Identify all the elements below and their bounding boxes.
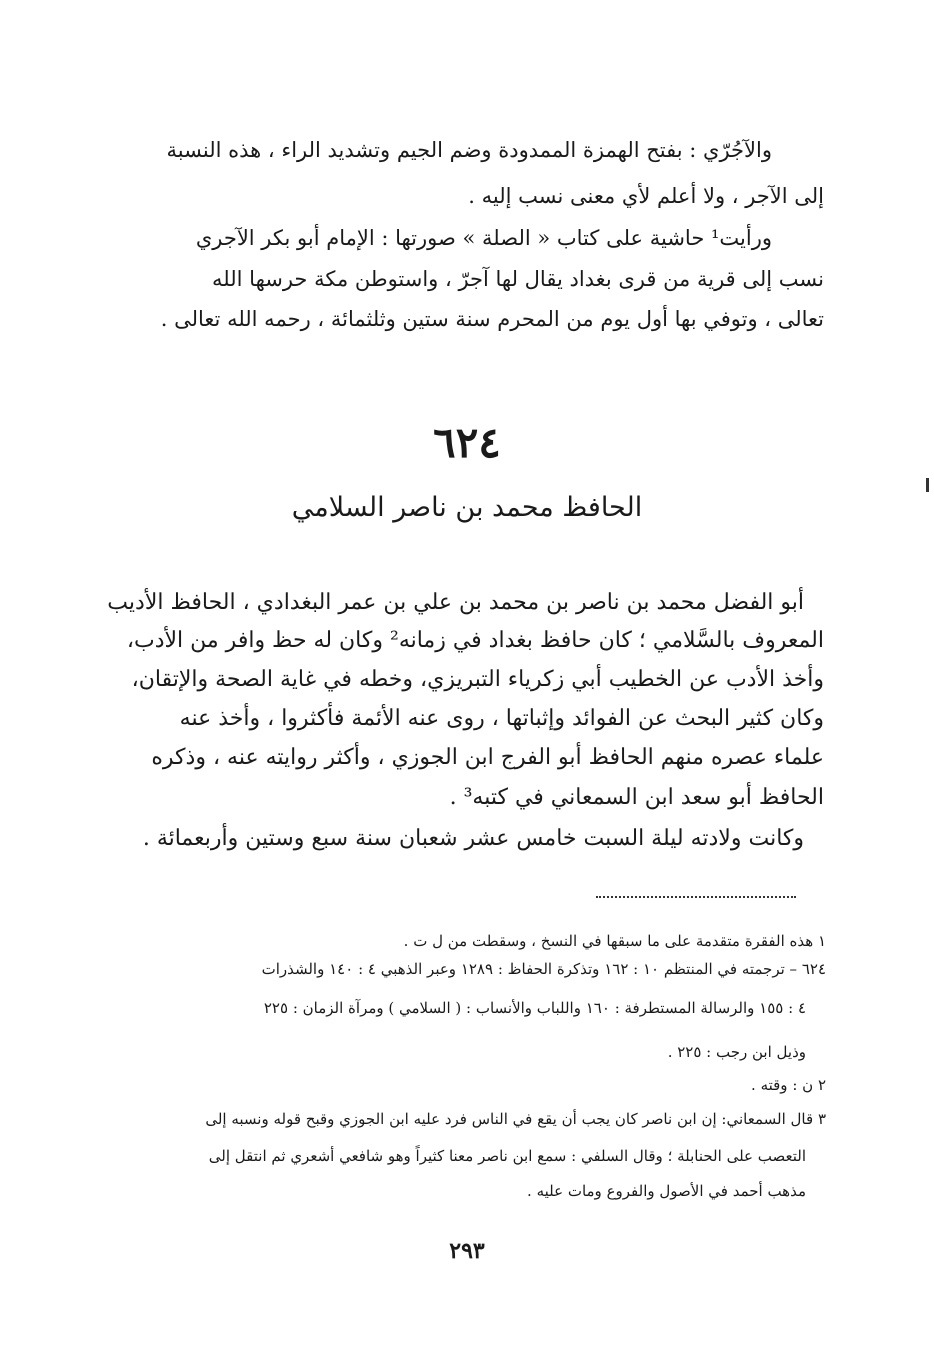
- intro-line: ورأيت¹ حاشية على كتاب « الصلة » صورتها : الإمام أبو بكر الآجري: [195, 226, 772, 250]
- biography-line: علماء عصره منهم الحافظ أبو الفرج ابن الجوزي ، وأكثر روايته عنه ، وذكره: [151, 745, 824, 770]
- footnote-line: ١ هذه الفقرة متقدمة على ما سبقها في النسخ ، وسقطت من ل ت .: [403, 932, 826, 950]
- biography-line: وكانت ولادته ليلة السبت خامس عشر شعبان سنة سبع وستين وأربعمائة .: [142, 826, 804, 851]
- biography-line: وكان كثير البحث عن الفوائد وإثباتها ، روى عنه الأئمة فأكثروا ، وأخذ عنه: [179, 706, 824, 731]
- intro-line: والآجُرّي : بفتح الهمزة الممدودة وضم الجيم وتشديد الراء ، هذه النسبة: [166, 138, 772, 162]
- footnote-line: ٦٢٤ – ترجمته في المنتظم ١٠ : ١٦٢ وتذكرة الحفاظ : ١٢٨٩ وعبر الذهبي ٤ : ١٤٠ والشذرات: [261, 960, 826, 978]
- footnote-line: ٢ ن : وقته .: [751, 1076, 826, 1094]
- intro-line: نسب إلى قرية من قرى بغداد يقال لها آجرّ ، واستوطن مكة حرسها الله: [212, 267, 824, 291]
- biography-line: أبو الفضل محمد بن ناصر بن محمد بن علي بن عمر البغدادي ، الحافظ الأديب: [107, 590, 804, 615]
- intro-line: إلى الآجر ، ولا أعلم لأي معنى نسب إليه .: [468, 184, 824, 208]
- entry-title: الحافظ محمد بن ناصر السلامي: [291, 492, 643, 523]
- footnote-line: التعصب على الحنابلة ؛ وقال السلفي : سمع ابن ناصر معنا كثيراً وهو شافعي أشعري ثم انتقل إلى: [208, 1147, 806, 1165]
- intro-line: تعالى ، وتوفي بها أول يوم من المحرم سنة ستين وثلثمائة ، رحمه الله تعالى .: [160, 307, 824, 331]
- biography-line: وأخذ الأدب عن الخطيب أبي زكرياء التبريزي، وخطه في غاية الصحة والإتقان،: [131, 667, 824, 692]
- scan-edge-mark: [926, 478, 929, 492]
- page-number: ٢٩٣: [449, 1238, 485, 1264]
- footnote-line: ٤ : ١٥٥ والرسالة المستطرفة : ١٦٠ واللباب والأنساب : ( السلامي ) ومرآة الزمان : ٢٢٥: [263, 999, 806, 1017]
- footnote-line: وذيل ابن رجب : ٢٢٥ .: [667, 1043, 806, 1061]
- footnote-line: مذهب أحمد في الأصول والفروع ومات عليه .: [527, 1182, 806, 1200]
- biography-line: المعروف بالسَّلامي ؛ كان حافظ بغداد في زمانه² وكان له حظ وافر من الأدب،: [126, 628, 824, 653]
- entry-number: ٦٢٤: [433, 418, 501, 467]
- footnote-line: ٣ قال السمعاني: إن ابن ناصر كان يجب أن يقع في الناس فرد عليه ابن الجوزي وقبح قوله ونسبه إلى: [205, 1110, 826, 1128]
- footnote-divider: [596, 896, 796, 898]
- biography-line: الحافظ أبو سعد ابن السمعاني في كتبه³ .: [449, 785, 824, 810]
